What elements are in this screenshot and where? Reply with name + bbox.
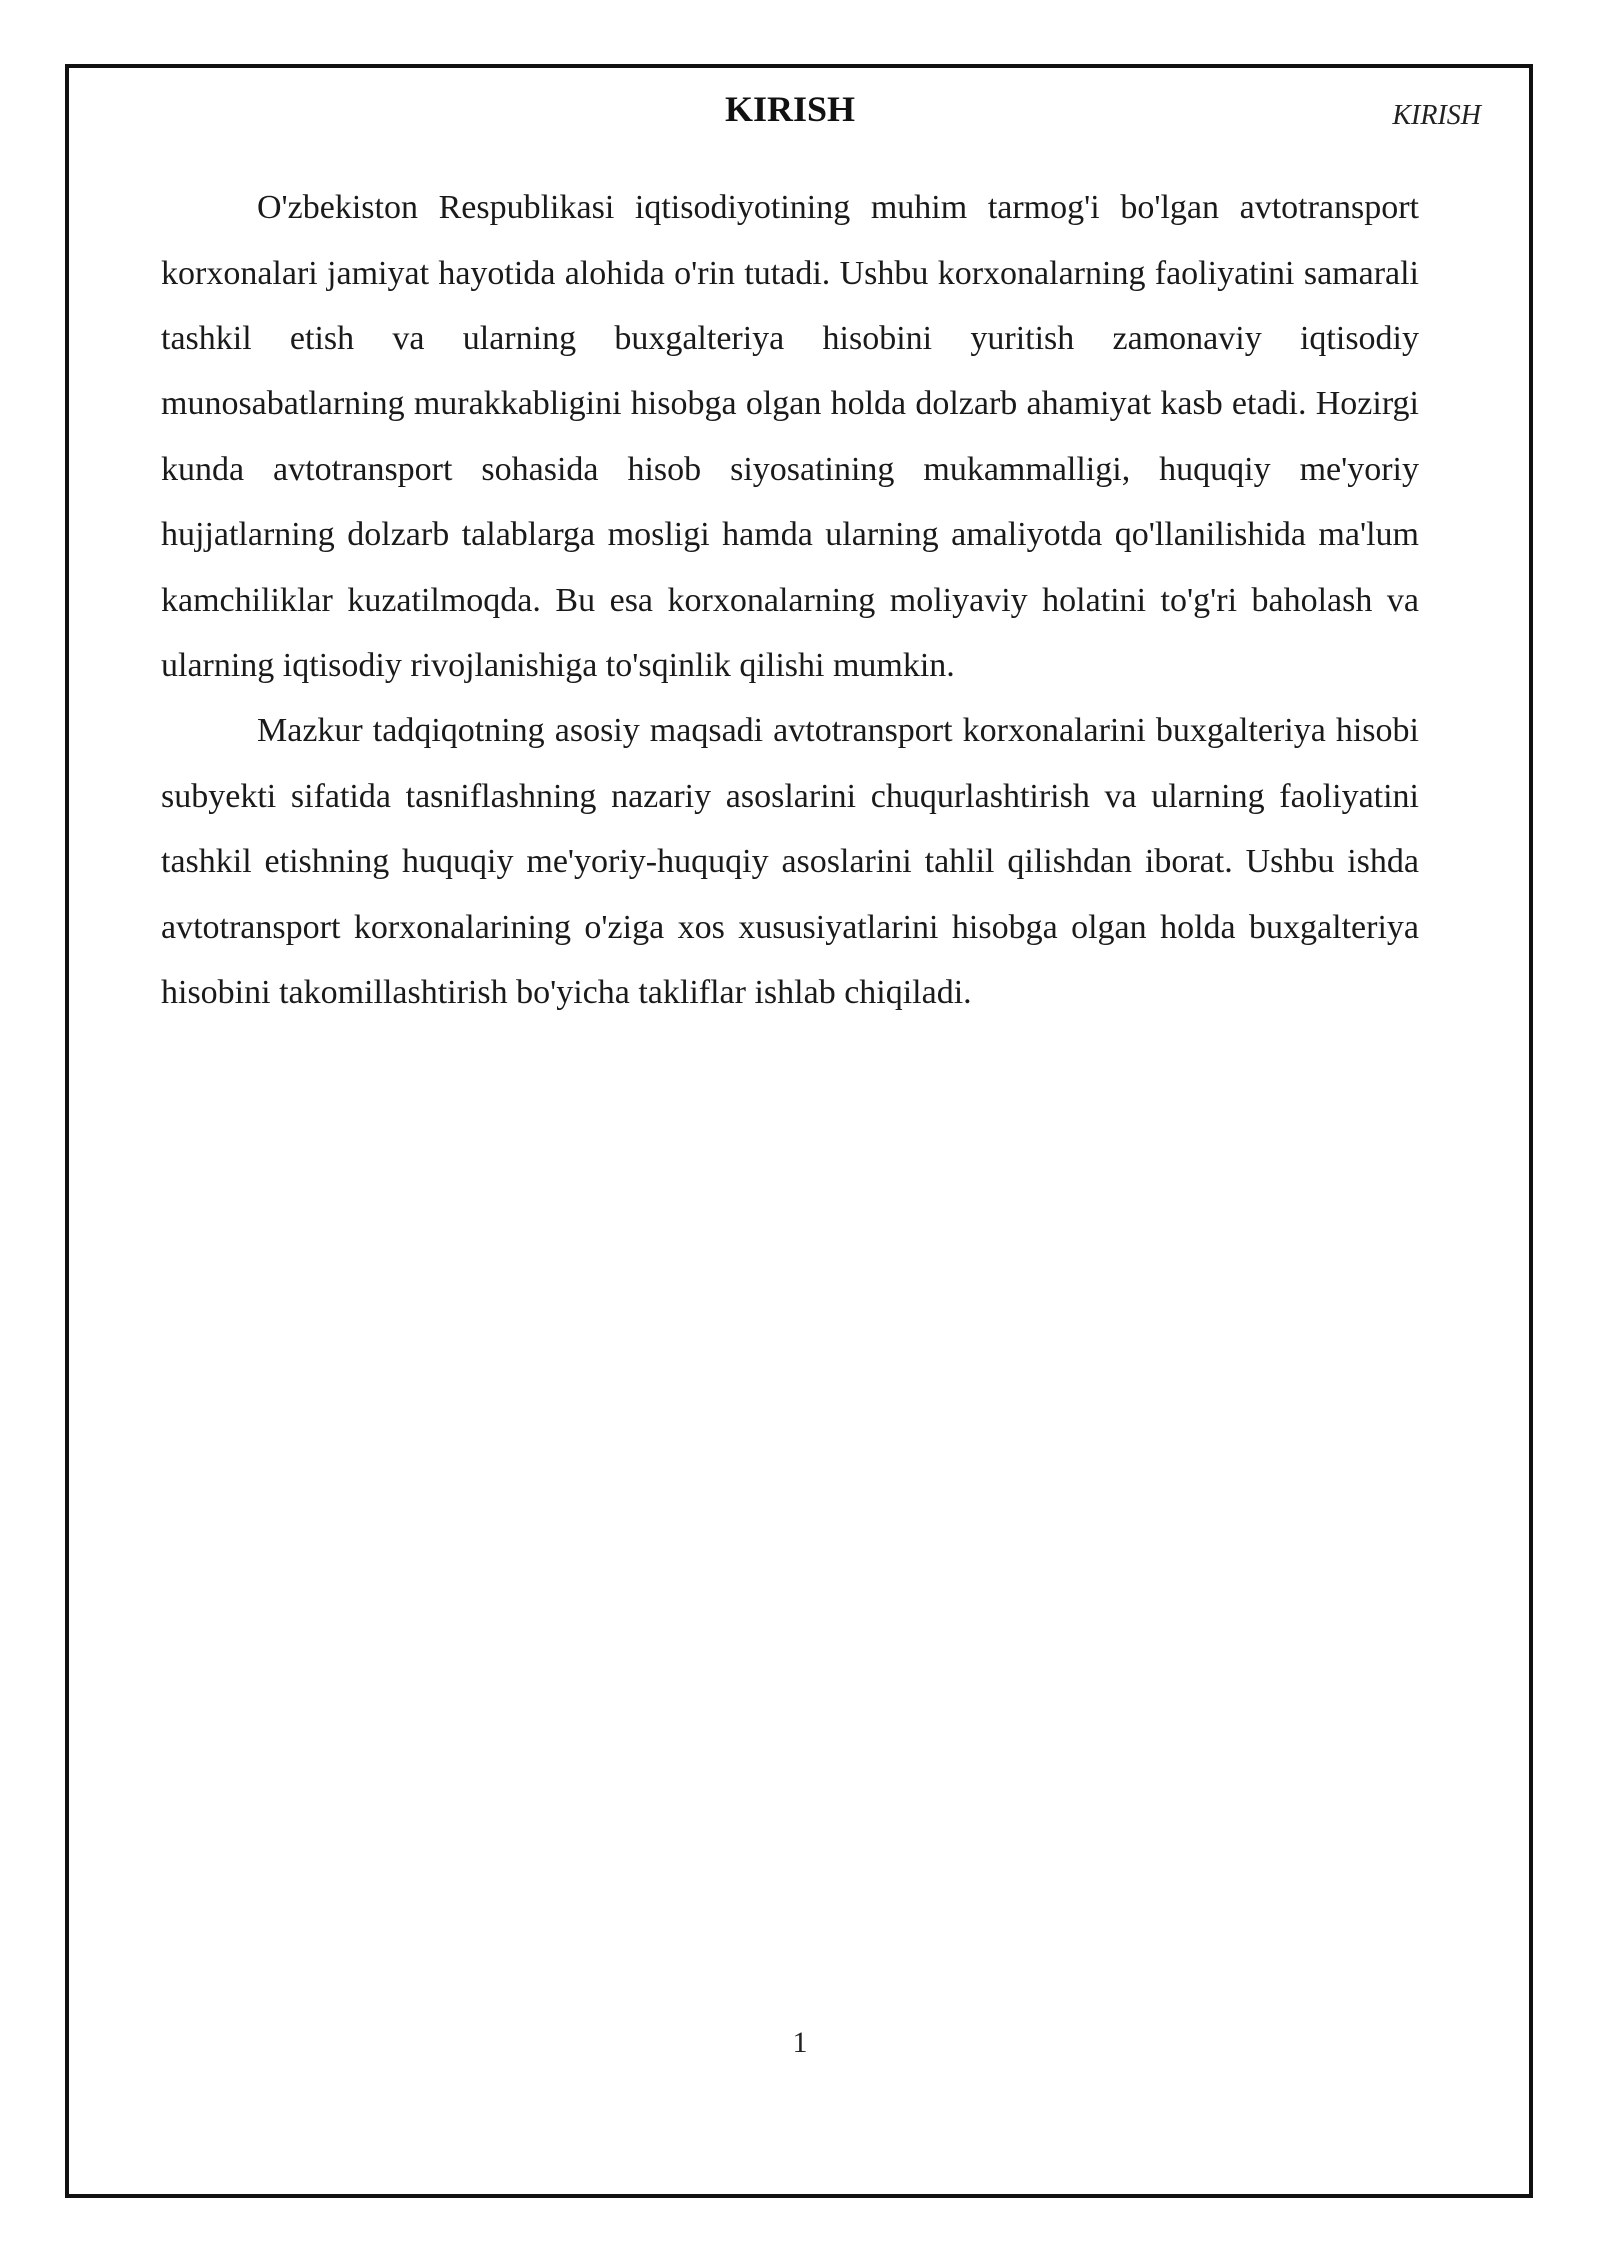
page-number: 1: [792, 2026, 808, 2059]
body-text: [161, 175, 1419, 1025]
paragraph-2: Mazkur tadqiqotning asosiy maqsadi avtotransport korxonalarini buxgalteriya hisobi subyekti sifatida tasniflashning nazariy asoslarini chuqurlashtirish va ularning faoliyatini tashkil etishning huquqiy me'yoriy-huquqiy asoslarini tahlil qilishdan iborat. Ushbu ishda avtotransport korxonalarining o'ziga xos xususiyatlarini hisobga olgan holda buxgalteriya hisobini takomillashtirish bo'yicha takliflar ishlab chiqiladi.: [161, 712, 1419, 1012]
page-title: KIRISH: [724, 89, 856, 129]
running-header: KIRISH: [1392, 100, 1481, 131]
page-content: [161, 88, 1419, 1025]
paragraph-1: O'zbekiston Respublikasi iqtisodiyotining muhim tarmog'i bo'lgan avtotransport korxonalari jamiyat hayotida alohida o'rin tutadi. Ushbu korxonalarning faoliyatini samarali tashkil etish va ularning buxgalteriya hisobini yuritish zamonaviy iqtisodiy munosabatlarning murakkabligini hisobga olgan holda dolzarb ahamiyat kasb etadi. Hozirgi kunda avtotransport sohasida hisob siyosatining mukammalligi, huquqiy me'yoriy hujjatlarning dolzarb talablarga mosligi hamda ularning amaliyotda qo'llanilishida ma'lum kamchiliklar kuzatilmoqda. Bu esa korxonalarning moliyaviy holatini to'g'ri baholash va ularning iqtisodiy rivojlanishiga to'sqinlik qilishi mumkin.: [161, 189, 1419, 685]
